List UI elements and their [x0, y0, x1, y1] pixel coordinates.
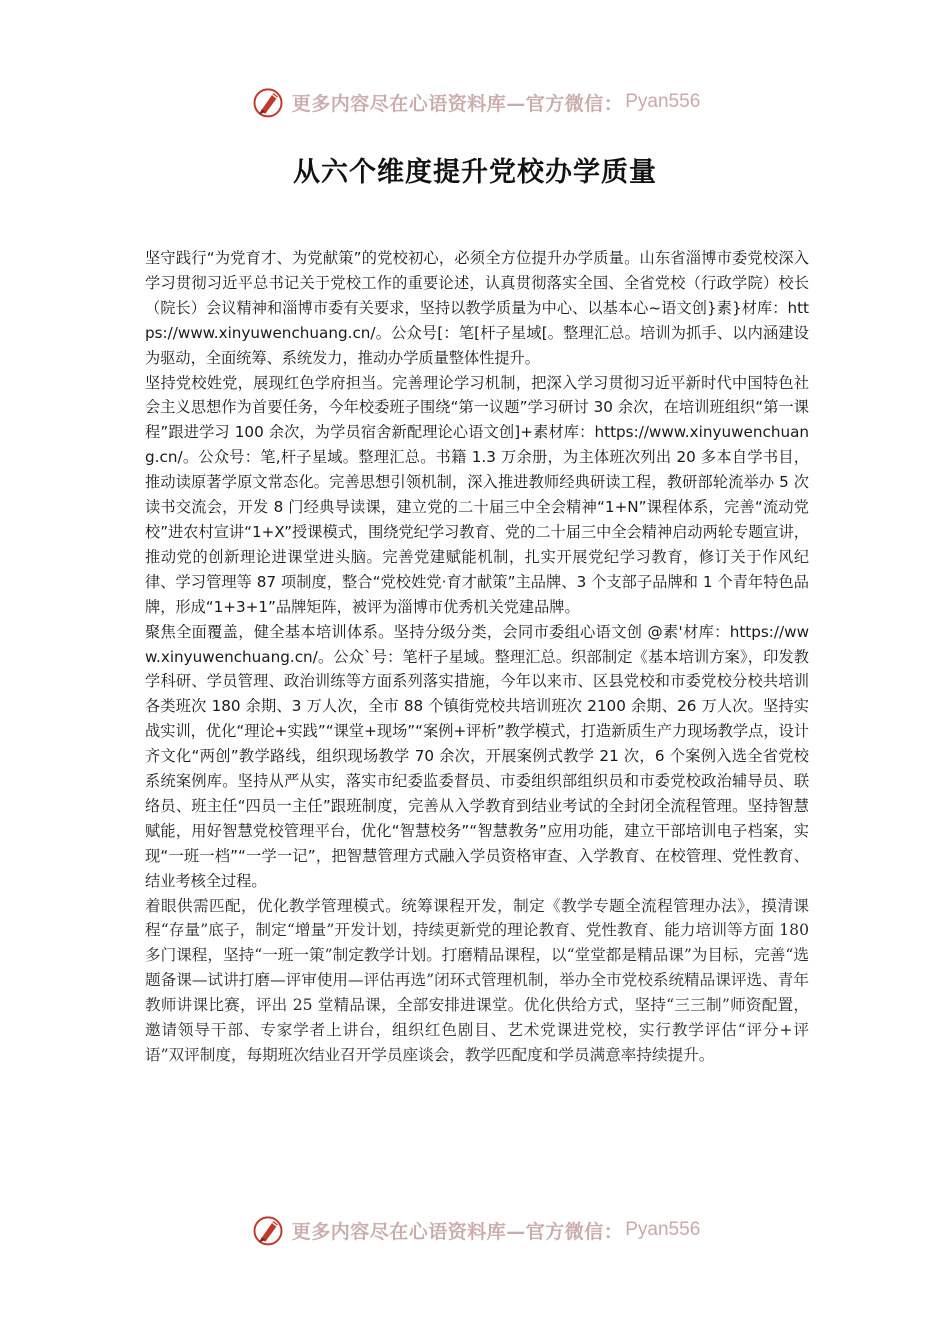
pen-nib-logo-icon	[250, 84, 286, 120]
banner-wechat-id: Pyan556	[625, 1219, 701, 1240]
header-banner	[0, 82, 950, 122]
paragraph-basic-training: 聚焦全面覆盖，健全基本培训体系。坚持分级分类，会同市委组心语文创 @素'材库：https://www.xinyuwenchuang.cn/。公众`号：笔杆子星域。整理汇总。织部制定《基本培训方案》，印发教学科研、学员管理、政治训练等方面系列落实措施，今年以来市、区县党校和市委党校分校共培训各类班次 180 余期、3 万人次，全市 88 个镇街党校共培训班次 2100 余期、26 万人次。坚持实战实训，优化“理论+实践”“课堂+现场”“案例+评析”教学模式，打造新质生产力现场教学点，设计齐文化“两创”教学路线，组织现场教学 70 余次，开展案例式教学 21 次，6 个案例入选全省党校系统案例库。坚持从严从实，落实市纪委监委督员、市委组织部组织员和市委党校政治辅导员、联络员、班主任“四员一主任”跟班制度，完善从入学教育到结业考试的全封闭全流程管理。坚持智慧赋能，用好智慧党校管理平台，优化“智慧校务”“智慧教务”应用功能，建立干部培训电子档案，实现“一班一档”“一学一记”，把智慧管理方式融入学员资格审查、入学教育、在校管理、党性教育、结业考核全过程。	[145, 622, 809, 890]
banner-text: 更多内容尽在心语资料库—官方微信：	[291, 92, 624, 115]
page-title: 从六个维度提升党校办学质量	[293, 157, 657, 188]
paragraph-intro: 坚守践行“为党育才、为党献策”的党校初心，必须全方位提升办学质量。山东省淄博市委党校深入学习贯彻习近平总书记关于党校工作的重要论述，认真贯彻落实全国、全省党校（行政学院）校长（院长）会议精神和淄博市委有关要求，坚持以教学质量为中心、以基本心~语文创}素}材库：https://www.xinyuwenchuang.cn/。公众号[：笔[杆子星域[。整理汇总。培训为抓手、以内涵建设为驱动，全面统筹、系统发力，推动办学质量整体性提升。	[145, 249, 809, 367]
pen-nib-logo-icon	[250, 1212, 286, 1248]
article-body	[145, 246, 809, 1068]
paragraph-teaching-management: 着眼供需匹配，优化教学管理模式。统筹课程开发，制定《教学专题全流程管理办法》，摸清课程“存量”底子，制定“增量”开发计划，持续更新党的理论教育、党性教育、能力培训等方面 180 多门课程，坚持“一班一策”制定教学计划。打磨精品课程，以“堂堂都是精品课”为目标，完善“选题备课—试讲打磨—评审使用—评估再选”闭环式管理机制，举办全市党校系统精品课评选、青年教师讲课比赛，评出 25 堂精品课，全部安排进课堂。优化供给方式，坚持“三三制”师资配置，邀请领导干部、专家学者上讲台，组织红色剧目、艺术党课进党校，实行教学评估“评分+评语”双评制度，每期班次结业召开学员座谈会，教学匹配度和学员满意率持续提升。	[145, 896, 809, 1064]
banner-text: 更多内容尽在心语资料库—官方微信：	[291, 1220, 624, 1243]
paragraph-party-school: 坚持党校姓党，展现红色学府担当。完善理论学习机制，把深入学习贯彻习近平新时代中国特色社会主义思想作为首要任务，今年校委班子围绕“第一议题”学习研讨 30 余次，在培训班组织“第一课程”跟进学习 100 余次，为学员宿舍新配理论心语文创]+素材库：https://www.xinyuwenchuang.cn/。公众号：笔,杆子星域。整理汇总。书籍 1.3 万余册，为主体班次列出 20 多本自学书目，推动读原著学原文常态化。完善思想引领机制，深入推进教师经典研读工程，教研部轮流举办 5 次读书交流会，开发 8 门经典导读课，建立党的二十届三中全会精神“1+N”课程体系，完善“流动党校”进农村宣讲“1+X”授课模式，围绕党纪学习教育、党的二十届三中全会精神启动两轮专题宣讲，推动党的创新理论进课堂进头脑。完善党建赋能机制，扎实开展党纪学习教育，修订关于作风纪律、学习管理等 87 项制度，整合“党校姓党·育才献策”主品牌、3 个支部子品牌和 1 个青年特色品牌，形成“1+3+1”品牌矩阵，被评为淄博市优秀机关党建品牌。	[145, 373, 809, 616]
banner-wechat-id: Pyan556	[625, 91, 701, 112]
footer-banner	[0, 1210, 950, 1250]
